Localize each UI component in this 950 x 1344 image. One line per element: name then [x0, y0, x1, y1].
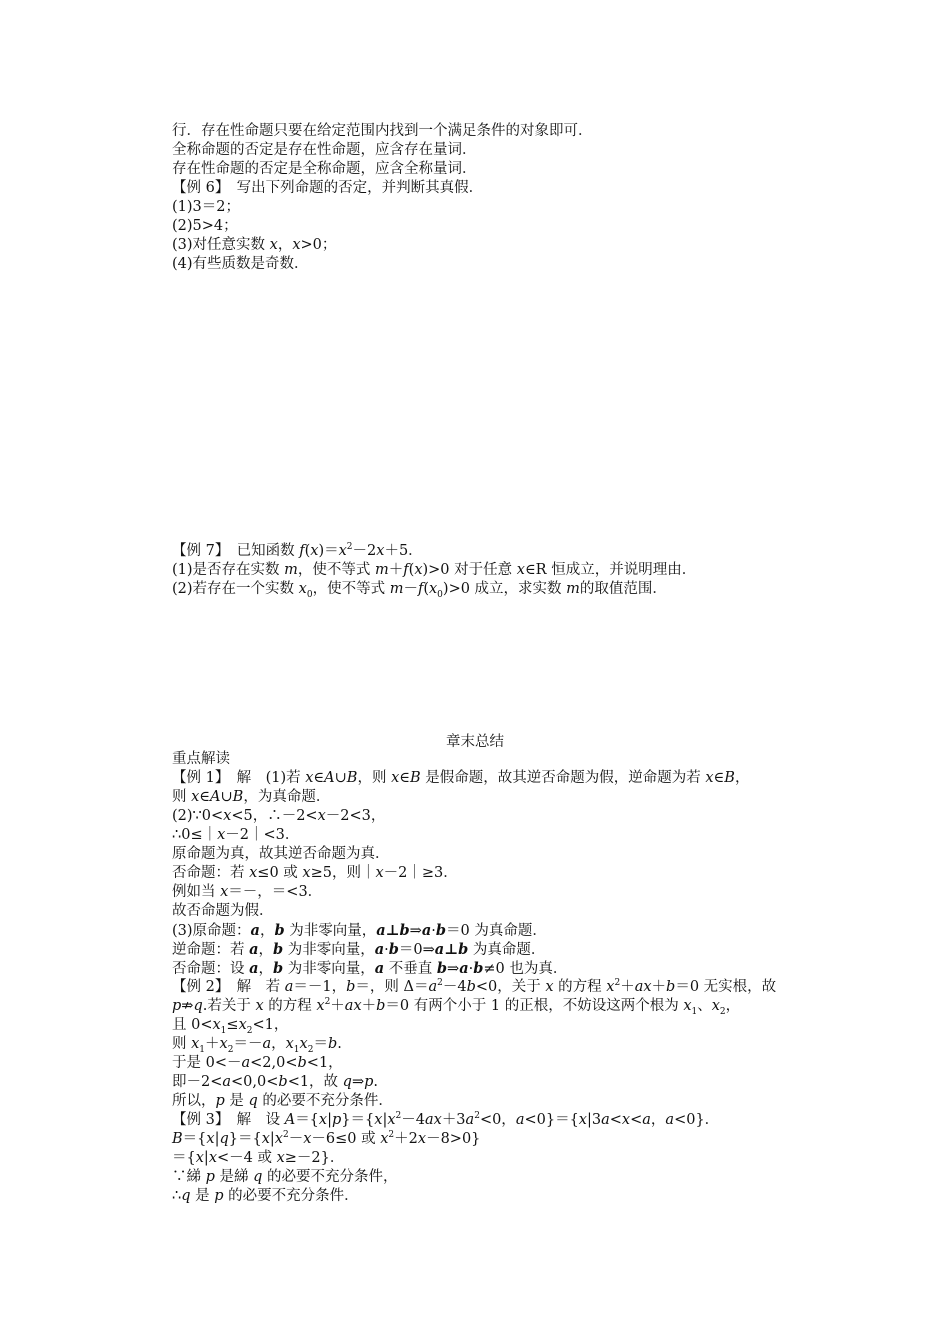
solution-2-line-4: 则 $x_1+x_2=-a$，$x_1x_2=b$. [172, 1036, 342, 1055]
example-7-heading: 【例 7】 已知函数 $f(x)=x^2-2x+5$． [172, 542, 423, 559]
solution-3-line-4: ∵綈 p 是綈 q 的必要不充分条件， [172, 1169, 398, 1185]
example-7-question-2: (2)若存在一个实数 $x_0$，使不等式 $m-f(x_0)>0$ 成立，求实数 m的取值范围． [172, 581, 667, 600]
intro-line-2: 全称命题的否定是存在性命题，应含存在量词． [172, 142, 477, 158]
solution-2-line-2: p⇏q.若关于 x 的方程 $x^2+ax+b=0$ 有两个小于 1 的正根，不妨设这两个根为 $x_1$、$x_2$， [172, 997, 741, 1017]
solution-1-line-7: 例如当 x＝－，＝<3． [172, 884, 323, 900]
solution-2-line-7: 所以，p 是 q 的必要不充分条件． [172, 1093, 393, 1109]
solution-1-line-3: (2)∵0<x<5，∴－2<x－2<3， [172, 808, 386, 824]
solution-3-line-5: ∴q 是 p 的必要不充分条件． [172, 1188, 359, 1204]
solution-3-line-1: 【例 3】 解 设 $A=\{x|p\}=\{x|x^2-4ax+3a^2<0$，a<0}＝{x|3a<x<a，a<0}． [172, 1111, 720, 1128]
summary-title: 章末总结 [446, 734, 504, 750]
example-6-heading: 【例 6】 写出下列命题的否定，并判断其真假． [172, 180, 484, 196]
solution-1-line-5: 原命题为真，故其逆否命题为真． [172, 846, 390, 862]
example-7-question-1: (1)是否存在实数 m，使不等式 m＋f(x)>0 对于任意 x∈R 恒成立，并说明理由． [172, 562, 697, 578]
solution-3-line-3: ＝{x|x<－4 或 x≥－2}． [172, 1150, 345, 1166]
solution-2-line-6: 即－2<a<0,0<b<1，故 q⇒p. [172, 1074, 379, 1090]
example-6-item-3: (3)对任意实数 x，x>0； [172, 237, 337, 253]
solution-1-line-10: 逆命题：若 a，b 为非零向量，a·b＝0⇒a⊥b 为真命题． [172, 941, 546, 958]
example-6-item-4: (4)有些质数是奇数． [172, 256, 309, 272]
solution-1-line-8: 故否命题为假． [172, 903, 274, 919]
solution-2-line-3: 且 $0<x_1\le x_2<1$， [172, 1017, 289, 1036]
intro-line-3: 存在性命题的否定是全称命题，应含全称量词． [172, 161, 477, 177]
solution-1-line-2: 则 x∈A∪B，为真命题． [172, 789, 331, 805]
solution-2-line-5: 于是 0<－a<2,0<b<1， [172, 1055, 343, 1071]
solution-3-line-2: $B=\{x|q\}=\{x|x^2-x-6\le 0$ 或 $x^2+2x-8>0$} [172, 1130, 481, 1147]
example-6-item-1: (1)3＝2； [172, 199, 240, 215]
solution-1-line-1: 【例 1】 解 (1)若 x∈A∪B，则 x∈B 是假命题，故其逆否命题为假，逆命题为若 x∈B， [172, 770, 750, 786]
example-6-item-2: (2)5>4； [172, 218, 238, 234]
intro-line-1: 行．存在性命题只要在给定范围内找到一个满足条件的对象即可． [172, 123, 593, 139]
solution-2-line-1: 【例 2】 解 若 a＝－1，b＝，则 $\Delta=a^2-4b<0$，关于 x 的方程 $x^2+ax+b=0$ 无实根，故 [172, 978, 777, 995]
solution-1-line-6: 否命题：若 x≤0 或 x≥5，则｜x－2｜≥3． [172, 865, 458, 881]
solution-1-line-9: (3)原命题：a，b 为非零向量，a⊥b⇒a·b＝0 为真命题． [172, 922, 547, 939]
summary-subtitle: 重点解读 [172, 751, 230, 767]
solution-1-line-4: ∴0≤｜x－2｜<3． [172, 827, 300, 843]
solution-1-line-11: 否命题：设 a，b 为非零向量，a 不垂直 b⇒a·b≠0 也为真． [172, 960, 568, 977]
